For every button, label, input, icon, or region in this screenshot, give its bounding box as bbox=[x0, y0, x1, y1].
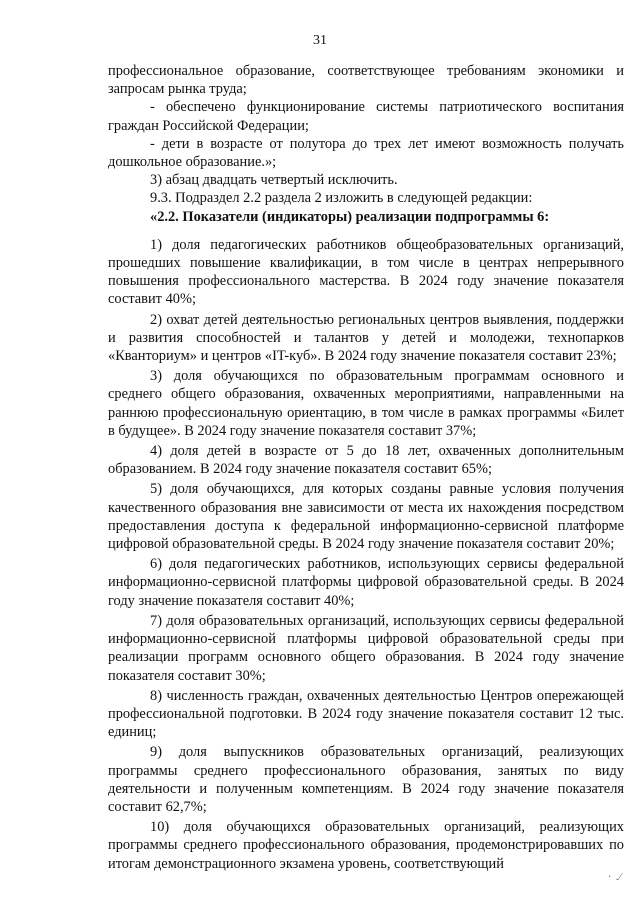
indicator-item-5: 5) доля обучающихся, для которых созданы равные условия получения качественного образования вне зависимости от места их нахождения посредством предоставления доступа к федеральной информационно-сервисной платформе цифровой образовательной среды. В 2024 году значение показателя составит 20%; bbox=[108, 481, 624, 553]
indicator-item-8: 8) численность граждан, охваченных деятельностью Центров опережающей профессиональной подготовки. В 2024 году значение показателя составит 12 тыс. единиц; bbox=[108, 687, 624, 741]
indicator-item-3: 3) доля обучающихся по образовательным программам основного и среднего общего образования, охваченных мероприятиями, направленными на раннюю профессиональную ориентацию, в том числе в рамках программы «Билет в будущее». В 2024 году значение показателя составит 37%; bbox=[108, 368, 624, 439]
intro-paragraph: 3) абзац двадцать четвертый исключить. bbox=[150, 172, 398, 189]
intro-paragraph: - обеспечено функционирование системы патриотического воспитания граждан Российской Федерации; bbox=[108, 99, 624, 134]
intro-paragraph: 9.3. Подраздел 2.2 раздела 2 изложить в следующей редакции: bbox=[150, 190, 533, 207]
indicator-item-10: 10) доля обучающихся образовательных организаций, реализующих программы среднего профессионального образования, продемонстрировавших по итогам демонстрационного экзамена уровень, соответствующий bbox=[108, 819, 624, 872]
document-body bbox=[108, 62, 624, 875]
indicator-item-7: 7) доля образовательных организаций, использующих сервисы федеральной информационно-сервисной платформы цифровой образовательной среды при реализации программ основного общего образования. В 2024 году значение показателя составит 30%; bbox=[108, 612, 624, 684]
intro-paragraph: профессиональное образование, соответствующее требованиям экономики и запросам рынка труда; bbox=[108, 63, 624, 98]
indicator-item-9: 9) доля выпускников образовательных организаций, реализующих программы среднего профессионального образования, занятых по виду деятельности и полученным компетенциям. В 2024 году значение показателя составит 62,7%; bbox=[108, 744, 624, 815]
intro-paragraph: - дети в возрасте от полутора до трех лет имеют возможность получать дошкольное образование.»; bbox=[108, 135, 624, 171]
indicator-item-2: 2) охват детей деятельностью региональных центров выявления, поддержки и развития способностей и талантов у детей и молодежи, технопарков «Кванториум» и центров «IT-куб». В 2024 году значение показателя составит 23%; bbox=[108, 311, 624, 365]
page-number: 31 bbox=[313, 33, 327, 48]
indicator-item-1: 1) доля педагогических работников общеобразовательных организаций, прошедших повышение квалификации, в том числе в центрах непрерывного повышения профессионального мастерства. В 2024 году значение показателя составит 40%; bbox=[108, 236, 624, 308]
indicator-item-4: 4) доля детей в возрасте от 5 до 18 лет, охваченных дополнительным образованием. В 2024 году значение показателя составит 65%; bbox=[108, 443, 624, 478]
section-heading: «2.2. Показатели (индикаторы) реализации подпрограммы 6: bbox=[150, 208, 550, 225]
scan-mark: · .⁄ bbox=[608, 872, 622, 883]
indicator-item-6: 6) доля педагогических работников, использующих сервисы федеральной информационно-сервисной платформы цифровой образовательной среды. В 2024 году значение показателя составит 40%; bbox=[108, 556, 624, 609]
